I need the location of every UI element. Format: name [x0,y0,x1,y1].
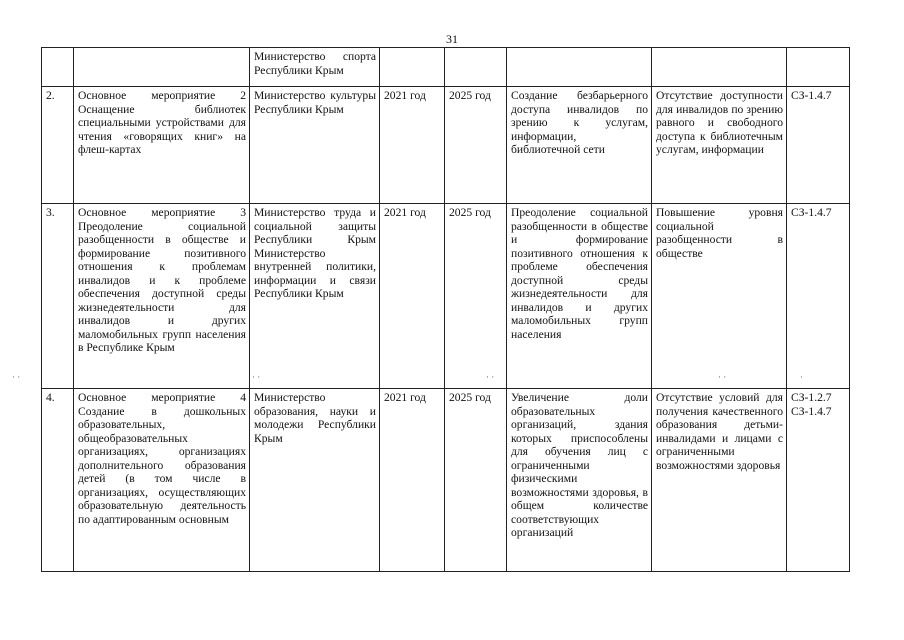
executor-cell: Министерство труда и социальной защиты Республики Крым Министерство внутренней политики, информации и связи Республики Крым [250,204,380,389]
scan-speck: · · [12,372,21,382]
end-year-cell [445,48,507,87]
result-cell [507,48,652,87]
row-number: 2. [42,87,74,204]
consequence-cell: Отсутствие доступности для инвалидов по зрению равного и свободного доступа к библиотечным услугам, информации [652,87,787,204]
row-number: 4. [42,389,74,572]
start-year-cell: 2021 год [380,389,445,572]
start-year-cell: 2021 год [380,204,445,389]
scan-speck: · · [718,372,727,382]
indicator-link-cell [787,48,850,87]
event-cell: Основное мероприятие 4 Создание в дошкольных образовательных, общеобразовательных организациях, организациях дополнительного образования детей (в том числе в организациях, осуществляющих образовательную деятельность по адаптированным основным [74,389,250,572]
page-number: 31 [446,32,458,46]
scan-speck: · · [486,372,495,382]
consequence-cell: Отсутствие условий для получения качественного образования детьми-инвалидами и лицами с ограниченными возможностями здоровья [652,389,787,572]
executor-cell: Министерство спорта Республики Крым [250,48,380,87]
result-cell: Преодоление социальной разобщенности в обществе и формирование позитивного отношения к проблеме обеспечения доступной среды жизнедеятельности для инвалидов и других маломобильных групп населения [507,204,652,389]
end-year-cell: 2025 год [445,87,507,204]
indicator-link-cell: СЗ-1.4.7 [787,87,850,204]
result-cell: Увеличение доли образовательных организаций, здания которых приспособлены для обучения лиц с ограниченными физическими возможностями здоровья, в общем количестве соответствующих организаций [507,389,652,572]
scan-speck: · [800,372,803,382]
start-year-cell [380,48,445,87]
table-row [42,48,850,87]
executor-cell: Министерство образования, науки и молодежи Республики Крым [250,389,380,572]
start-year-cell: 2021 год [380,87,445,204]
consequence-cell [652,48,787,87]
indicator-link-cell: СЗ-1.4.7 [787,204,850,389]
end-year-cell: 2025 год [445,389,507,572]
row-number: 3. [42,204,74,389]
table-row [42,87,850,204]
indicator-link-cell: СЗ-1.2.7 СЗ-1.4.7 [787,389,850,572]
event-cell: Основное мероприятие 2 Оснащение библиотек специальными устройствами для чтения «говорящих книг» на флеш-картах [74,87,250,204]
event-cell [74,48,250,87]
table-row [42,389,850,572]
row-number [42,48,74,87]
executor-cell: Министерство культуры Республики Крым [250,87,380,204]
event-cell: Основное мероприятие 3 Преодоление социальной разобщенности в обществе и формирование позитивного отношения к проблемам инвалидов и к проблеме обеспечения доступной среды жизнедеятельности для инвалидов и других маломобильных групп населения в Республике Крым [74,204,250,389]
end-year-cell: 2025 год [445,204,507,389]
result-cell: Создание безбарьерного доступа инвалидов по зрению к услугам, информации, библиотечной сети [507,87,652,204]
consequence-cell: Повышение уровня социальной разобщенности в обществе [652,204,787,389]
table-row [42,204,850,389]
scan-speck: · · [252,372,261,382]
measures-table [41,47,850,572]
